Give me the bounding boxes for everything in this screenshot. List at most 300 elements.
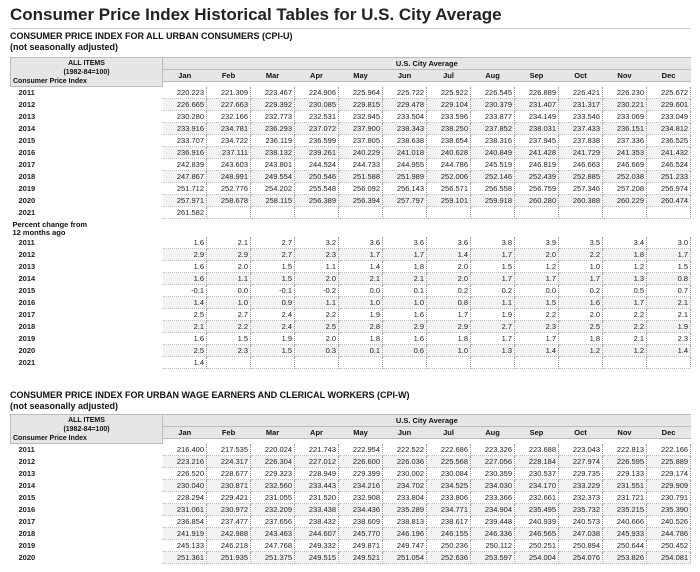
value-cell — [383, 356, 427, 368]
value-cell: 1.8 — [383, 260, 427, 272]
value-cell: 2.0 — [515, 248, 559, 260]
value-cell: 251.233 — [647, 170, 691, 182]
value-cell: 252.006 — [427, 170, 471, 182]
cpi-w-index-row — [11, 515, 691, 527]
value-cell: 2.0 — [559, 308, 603, 320]
cpi-w-table — [10, 414, 691, 564]
value-cell: 241.428 — [515, 146, 559, 158]
value-cell: 233.546 — [559, 110, 603, 122]
value-cell: 224.317 — [207, 455, 251, 467]
value-cell: 240.939 — [515, 515, 559, 527]
value-cell: 2.0 — [207, 260, 251, 272]
value-cell: 226.520 — [163, 467, 207, 479]
value-cell: 234.702 — [383, 479, 427, 491]
value-cell: 236.119 — [251, 134, 295, 146]
value-cell: 228.949 — [295, 467, 339, 479]
value-cell: 232.209 — [251, 503, 295, 515]
value-cell: 223.326 — [471, 444, 515, 456]
value-cell: 234.904 — [471, 503, 515, 515]
value-cell: 252.146 — [471, 170, 515, 182]
value-cell: 229.104 — [427, 98, 471, 110]
cpi-w-index-row — [11, 503, 691, 515]
cpi-u-pct-row — [11, 332, 691, 344]
value-cell: 1.1 — [295, 296, 339, 308]
cpi-u-index-row — [11, 206, 691, 218]
value-cell: 0.6 — [383, 344, 427, 356]
value-cell: 238.638 — [383, 134, 427, 146]
cpi-u-index-row — [11, 98, 691, 110]
value-cell: 241.353 — [603, 146, 647, 158]
value-cell: 260.280 — [515, 194, 559, 206]
cpi-u-month-header: Apr — [295, 70, 339, 82]
value-cell: 1.7 — [471, 332, 515, 344]
value-cell: 234.525 — [427, 479, 471, 491]
cpi-u-subtitle: (not seasonally adjusted) — [10, 42, 119, 52]
value-cell: 257.346 — [559, 182, 603, 194]
value-cell: 246.663 — [559, 158, 603, 170]
cpi-w-month-header: Oct — [559, 427, 603, 439]
value-cell: 1.5 — [647, 260, 691, 272]
value-cell: 234.722 — [207, 134, 251, 146]
value-cell — [295, 206, 339, 218]
value-cell — [339, 356, 383, 368]
value-cell — [559, 206, 603, 218]
value-cell: 1.5 — [471, 260, 515, 272]
value-cell: 237.433 — [559, 122, 603, 134]
year-label: 2011 — [18, 88, 35, 97]
value-cell: 2.3 — [207, 344, 251, 356]
value-cell: 0.2 — [559, 284, 603, 296]
value-cell: 234.436 — [339, 503, 383, 515]
value-cell: 230.871 — [207, 479, 251, 491]
value-cell: 2.1 — [207, 237, 251, 249]
cpi-u-month-header: Dec — [647, 70, 691, 82]
value-cell: 255.548 — [295, 182, 339, 194]
value-cell: 1.5 — [207, 332, 251, 344]
cpi-u-pct-row — [11, 272, 691, 284]
value-cell: 225.568 — [427, 455, 471, 467]
value-cell: 252.439 — [515, 170, 559, 182]
value-cell: 254.004 — [515, 551, 559, 563]
value-cell: 246.196 — [383, 527, 427, 539]
value-cell: 233.877 — [471, 110, 515, 122]
value-cell: 233.596 — [427, 110, 471, 122]
year-label: 2019 — [18, 540, 36, 550]
value-cell: 1.5 — [251, 272, 295, 284]
value-cell — [603, 356, 647, 368]
value-cell: 1.0 — [339, 296, 383, 308]
value-cell: 256.394 — [339, 194, 383, 206]
value-cell: 2.7 — [251, 248, 295, 260]
value-cell: 225.672 — [647, 87, 691, 99]
value-cell: 3.6 — [427, 237, 471, 249]
value-cell: 1.7 — [471, 272, 515, 284]
value-cell: 237.805 — [339, 134, 383, 146]
value-cell: 221.743 — [295, 444, 339, 456]
cpi-u-month-header: Jun — [383, 70, 427, 82]
value-cell: 1.1 — [471, 296, 515, 308]
value-cell: 2.1 — [339, 272, 383, 284]
year-label: 2012 — [18, 456, 36, 466]
cpi-u-pct-row — [11, 260, 691, 272]
value-cell: 2.9 — [427, 320, 471, 332]
cpi-u-pct-row — [11, 248, 691, 260]
year-label: 2011 — [18, 445, 35, 454]
value-cell: 236.599 — [295, 134, 339, 146]
value-cell: 233.049 — [647, 110, 691, 122]
cpi-w-group-header: U.S. City Average — [163, 415, 691, 427]
value-cell: 238.343 — [383, 122, 427, 134]
year-label: 2020 — [18, 552, 36, 562]
value-cell: 240.666 — [603, 515, 647, 527]
value-cell: 2.5 — [163, 308, 207, 320]
value-cell: 241.919 — [163, 527, 207, 539]
value-cell: 2.2 — [603, 320, 647, 332]
value-cell: 250.112 — [471, 539, 515, 551]
value-cell: 0.9 — [251, 296, 295, 308]
value-cell: 0.8 — [427, 296, 471, 308]
value-cell: 2.2 — [603, 308, 647, 320]
value-cell: 1.8 — [427, 332, 471, 344]
value-cell: 229.133 — [603, 467, 647, 479]
value-cell: 252.776 — [207, 182, 251, 194]
value-cell — [471, 206, 515, 218]
cpi-u-month-header: Sep — [515, 70, 559, 82]
value-cell: 222.813 — [603, 444, 647, 456]
cpi-w-index-row — [11, 444, 691, 456]
value-cell: 230.085 — [295, 98, 339, 110]
cpi-u-month-header: Nov — [603, 70, 647, 82]
value-cell: 220.223 — [163, 87, 207, 99]
value-cell: 1.7 — [427, 308, 471, 320]
value-cell: 0.0 — [515, 284, 559, 296]
cpi-w-index-row — [11, 479, 691, 491]
value-cell: 252.038 — [603, 170, 647, 182]
year-label: 2014 — [18, 273, 36, 283]
value-cell: 247.038 — [559, 527, 603, 539]
value-cell: 233.366 — [471, 491, 515, 503]
year-label: 2018 — [18, 321, 36, 331]
cpi-u-index-row — [11, 110, 691, 122]
value-cell: 225.922 — [427, 87, 471, 99]
value-cell: 222.522 — [383, 444, 427, 456]
cpi-w-month-header: Jan — [163, 427, 207, 439]
value-cell: 2.1 — [163, 320, 207, 332]
value-cell: 231.055 — [251, 491, 295, 503]
value-cell: 0.2 — [471, 284, 515, 296]
value-cell: 249.521 — [339, 551, 383, 563]
year-label: 2016 — [18, 147, 36, 157]
cpi-u-month-header: Aug — [471, 70, 515, 82]
value-cell: 236.916 — [163, 146, 207, 158]
cpi-u-index-row — [11, 134, 691, 146]
value-cell: 246.155 — [427, 527, 471, 539]
value-cell: 2.4 — [251, 320, 295, 332]
value-cell: 257.208 — [603, 182, 647, 194]
year-label: 2018 — [18, 171, 36, 181]
cpi-u-month-header: Jul — [427, 70, 471, 82]
value-cell: 250.644 — [603, 539, 647, 551]
value-cell: 259.101 — [427, 194, 471, 206]
value-cell: 1.5 — [251, 260, 295, 272]
value-cell: 223.467 — [251, 87, 295, 99]
value-cell: 251.588 — [339, 170, 383, 182]
value-cell: 2.1 — [647, 308, 691, 320]
value-cell — [339, 206, 383, 218]
value-cell: 227.056 — [471, 455, 515, 467]
value-cell: 232.373 — [559, 491, 603, 503]
value-cell: 238.031 — [515, 122, 559, 134]
year-label: 2015 — [18, 492, 36, 502]
value-cell: 238.813 — [383, 515, 427, 527]
cpi-w-month-header: Dec — [647, 427, 691, 439]
value-cell: 256.974 — [647, 182, 691, 194]
year-label: 2012 — [18, 99, 36, 109]
value-cell: 1.7 — [603, 296, 647, 308]
value-cell: 245.519 — [471, 158, 515, 170]
value-cell: 234.216 — [339, 479, 383, 491]
cpi-u-month-header: Jan — [163, 70, 207, 82]
value-cell: 251.712 — [163, 182, 207, 194]
year-label: 2018 — [18, 528, 36, 538]
cpi-u-index-row — [11, 87, 691, 99]
value-cell: 237.072 — [295, 122, 339, 134]
value-cell: 226.036 — [383, 455, 427, 467]
value-cell: 1.0 — [207, 296, 251, 308]
value-cell: 216.400 — [163, 444, 207, 456]
value-cell: 233.443 — [295, 479, 339, 491]
value-cell: 0.0 — [339, 284, 383, 296]
value-cell: 243.603 — [207, 158, 251, 170]
value-cell: 241.018 — [383, 146, 427, 158]
value-cell: 237.336 — [603, 134, 647, 146]
value-cell: 253.826 — [603, 551, 647, 563]
value-cell: 2.3 — [295, 248, 339, 260]
value-cell: 241.432 — [647, 146, 691, 158]
cpi-u-label-header: ALL ITEMS (1982-84=100) Consumer Price Index — [11, 58, 163, 87]
value-cell: 237.111 — [207, 146, 251, 158]
value-cell — [471, 356, 515, 368]
year-label: 2015 — [18, 135, 36, 145]
value-cell: 3.2 — [295, 237, 339, 249]
value-cell: 229.735 — [559, 467, 603, 479]
value-cell: 1.7 — [339, 248, 383, 260]
value-cell: 0.8 — [647, 272, 691, 284]
cpi-u-month-header: Oct — [559, 70, 603, 82]
value-cell: 1.2 — [603, 344, 647, 356]
value-cell: 254.076 — [559, 551, 603, 563]
value-cell: 249.747 — [383, 539, 427, 551]
value-cell: 1.6 — [559, 296, 603, 308]
value-cell: 240.628 — [427, 146, 471, 158]
value-cell: 238.250 — [427, 122, 471, 134]
value-cell: 233.916 — [163, 122, 207, 134]
value-cell: -0.1 — [251, 284, 295, 296]
value-cell: 244.786 — [427, 158, 471, 170]
value-cell: 1.7 — [515, 272, 559, 284]
value-cell: 260.474 — [647, 194, 691, 206]
year-label: 2016 — [18, 297, 36, 307]
value-cell: 240.849 — [471, 146, 515, 158]
value-cell: 245.133 — [163, 539, 207, 551]
value-cell: 256.092 — [339, 182, 383, 194]
value-cell: 236.525 — [647, 134, 691, 146]
value-cell: 250.546 — [295, 170, 339, 182]
page-title: Consumer Price Index Historical Tables for U.S. City Average — [10, 5, 690, 29]
value-cell: 1.4 — [427, 248, 471, 260]
cpi-w-index-row — [11, 551, 691, 563]
value-cell: 252.885 — [559, 170, 603, 182]
value-cell: 227.974 — [559, 455, 603, 467]
value-cell: 2.1 — [647, 296, 691, 308]
value-cell: 246.218 — [207, 539, 251, 551]
value-cell: 249.332 — [295, 539, 339, 551]
cpi-u-index-row — [11, 146, 691, 158]
year-label: 2014 — [18, 480, 36, 490]
value-cell: 2.5 — [559, 320, 603, 332]
value-cell: 232.661 — [515, 491, 559, 503]
year-label: 2020 — [18, 195, 36, 205]
value-cell: 252.636 — [427, 551, 471, 563]
value-cell: 233.707 — [163, 134, 207, 146]
value-cell: 240.229 — [339, 146, 383, 158]
cpi-w-index-row — [11, 467, 691, 479]
value-cell: 239.448 — [471, 515, 515, 527]
value-cell: 251.935 — [207, 551, 251, 563]
cpi-u-index-row — [11, 182, 691, 194]
value-cell: 227.012 — [295, 455, 339, 467]
value-cell: 3.5 — [559, 237, 603, 249]
value-cell: 244.955 — [383, 158, 427, 170]
value-cell: 237.945 — [515, 134, 559, 146]
value-cell: 231.317 — [559, 98, 603, 110]
value-cell: 234.170 — [515, 479, 559, 491]
cpi-u-pct-row — [11, 344, 691, 356]
value-cell: 230.791 — [647, 491, 691, 503]
value-cell: 2.0 — [295, 332, 339, 344]
value-cell: 2.8 — [339, 320, 383, 332]
value-cell: 237.656 — [251, 515, 295, 527]
value-cell: 2.1 — [603, 332, 647, 344]
value-cell: 230.359 — [471, 467, 515, 479]
value-cell: 236.151 — [603, 122, 647, 134]
value-cell: 1.4 — [163, 296, 207, 308]
cpi-u-pct-row — [11, 320, 691, 332]
value-cell: 1.8 — [559, 332, 603, 344]
value-cell: 2.9 — [163, 248, 207, 260]
value-cell: 1.9 — [471, 308, 515, 320]
value-cell: 245.770 — [339, 527, 383, 539]
value-cell: 1.0 — [383, 296, 427, 308]
value-cell: 2.5 — [163, 344, 207, 356]
value-cell: 1.4 — [163, 356, 207, 368]
value-cell: 224.906 — [295, 87, 339, 99]
value-cell: 257.971 — [163, 194, 207, 206]
cpi-u-pct-row — [11, 284, 691, 296]
value-cell: 232.908 — [339, 491, 383, 503]
value-cell: 2.2 — [207, 320, 251, 332]
value-cell: 1.9 — [647, 320, 691, 332]
value-cell: 2.7 — [207, 308, 251, 320]
year-label: 2021 — [18, 207, 36, 217]
value-cell: 234.771 — [427, 503, 471, 515]
value-cell: 244.607 — [295, 527, 339, 539]
value-cell: 234.812 — [647, 122, 691, 134]
cpi-w-month-header: Apr — [295, 427, 339, 439]
value-cell: 237.852 — [471, 122, 515, 134]
value-cell: 235.495 — [515, 503, 559, 515]
value-cell: 0.7 — [647, 284, 691, 296]
value-cell: 3.8 — [471, 237, 515, 249]
year-label: 2016 — [18, 504, 36, 514]
value-cell: 217.535 — [207, 444, 251, 456]
value-cell: 0.5 — [603, 284, 647, 296]
value-cell: 222.166 — [647, 444, 691, 456]
value-cell: 237.477 — [207, 515, 251, 527]
cpi-w-month-header: Jul — [427, 427, 471, 439]
cpi-w-month-header: Jun — [383, 427, 427, 439]
value-cell: 231.551 — [603, 479, 647, 491]
cpi-w-label-header: ALL ITEMS (1982-84=100) Consumer Price Index — [11, 415, 163, 444]
value-cell: 243.463 — [251, 527, 295, 539]
cpi-w-title: CONSUMER PRICE INDEX FOR URBAN WAGE EARNERS AND CLERICAL WORKERS (CPI-W) — [10, 390, 410, 400]
value-cell: 225.722 — [383, 87, 427, 99]
value-cell: 0.0 — [207, 284, 251, 296]
value-cell: 226.421 — [559, 87, 603, 99]
value-cell — [603, 206, 647, 218]
value-cell: 228.184 — [515, 455, 559, 467]
value-cell: 248.991 — [207, 170, 251, 182]
value-cell: 237.838 — [559, 134, 603, 146]
value-cell: 3.6 — [383, 237, 427, 249]
value-cell: 250.452 — [647, 539, 691, 551]
value-cell: 2.7 — [471, 320, 515, 332]
value-cell: 1.3 — [471, 344, 515, 356]
value-cell: 2.2 — [559, 248, 603, 260]
value-cell: 243.801 — [251, 158, 295, 170]
value-cell: 1.6 — [383, 308, 427, 320]
cpi-u-title: CONSUMER PRICE INDEX FOR ALL URBAN CONSUMERS (CPI-U) — [10, 31, 293, 41]
cpi-u-pct-row — [11, 237, 691, 249]
value-cell: 242.839 — [163, 158, 207, 170]
value-cell: 232.560 — [251, 479, 295, 491]
cpi-u-index-row — [11, 158, 691, 170]
value-cell: 229.478 — [383, 98, 427, 110]
value-cell: 231.061 — [163, 503, 207, 515]
value-cell: 226.665 — [163, 98, 207, 110]
value-cell: 247.768 — [251, 539, 295, 551]
value-cell: 223.043 — [559, 444, 603, 456]
value-cell — [515, 206, 559, 218]
value-cell: 236.854 — [163, 515, 207, 527]
value-cell: 261.582 — [163, 206, 207, 218]
cpi-w-index-row — [11, 539, 691, 551]
value-cell: 1.2 — [515, 260, 559, 272]
value-cell: 3.4 — [603, 237, 647, 249]
cpi-u-index-row — [11, 170, 691, 182]
value-cell: 226.230 — [603, 87, 647, 99]
value-cell: 251.361 — [163, 551, 207, 563]
year-label: 2014 — [18, 123, 36, 133]
value-cell: 260.388 — [559, 194, 603, 206]
value-cell: 2.9 — [383, 320, 427, 332]
value-cell: 228.677 — [207, 467, 251, 479]
value-cell: 251.054 — [383, 551, 427, 563]
value-cell: 231.721 — [603, 491, 647, 503]
value-cell: 238.654 — [427, 134, 471, 146]
value-cell: 222.686 — [427, 444, 471, 456]
value-cell: 230.221 — [603, 98, 647, 110]
